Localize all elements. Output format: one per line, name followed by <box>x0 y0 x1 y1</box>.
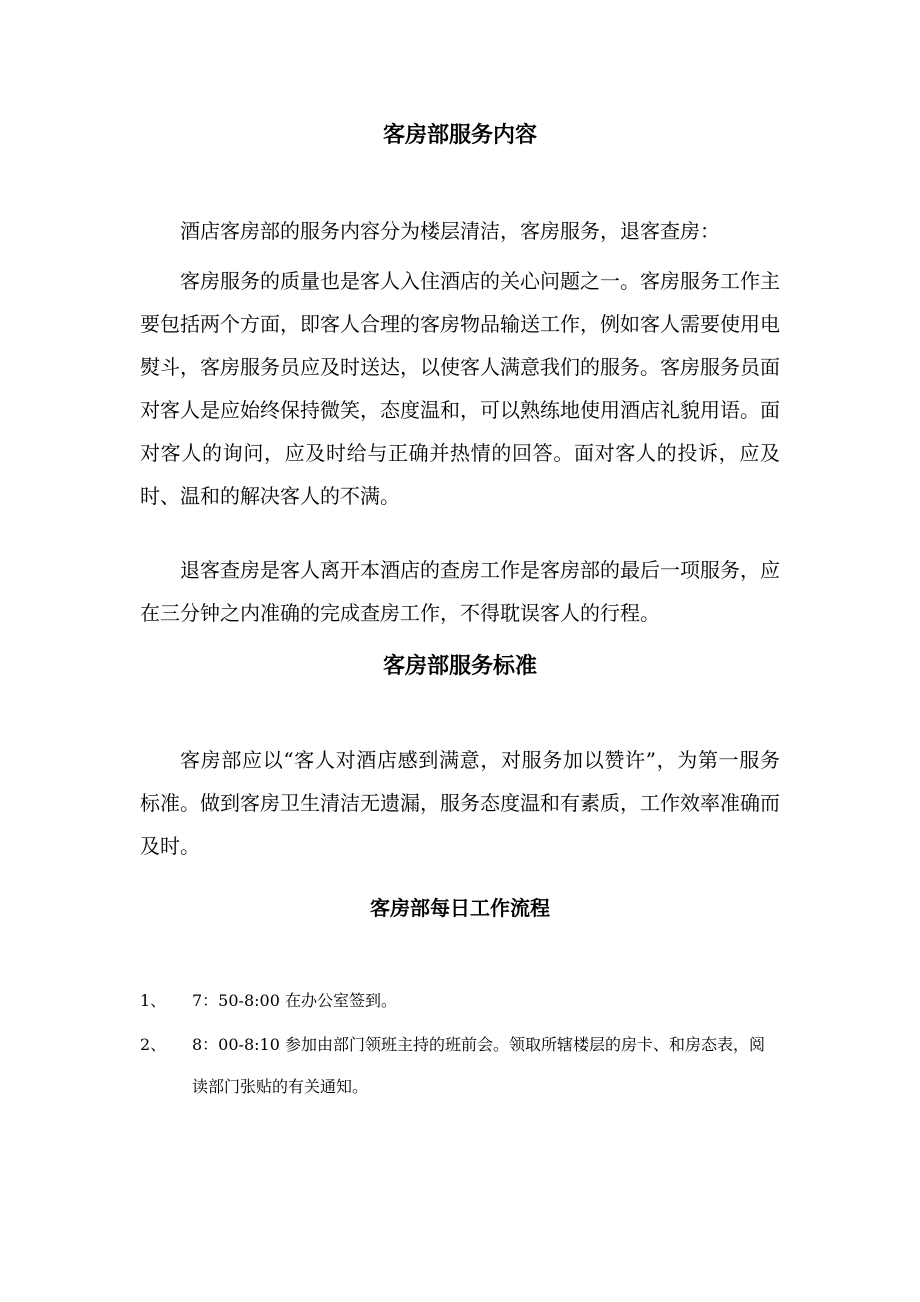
paragraph-service-overview: 酒店客房部的服务内容分为楼层清洁，客房服务，退客查房： <box>180 219 720 243</box>
section-title-service-content: 客房部服务内容 <box>382 123 537 148</box>
list-item-number: 2、 <box>140 1035 167 1054</box>
section-title-service-standard: 客房部服务标准 <box>382 654 537 679</box>
list-item <box>140 980 780 1022</box>
list-item-text: 8：00-8:10 参加由部门领班主持的班前会。领取所辖楼层的房卡、和房态表，阅读部门张贴的有关通知。 <box>192 1035 765 1096</box>
list-item-number: 1、 <box>140 991 167 1010</box>
paragraph-service-standard: 客房部应以“客人对酒店感到满意，对服务加以赞许”，为第一服务标准。做到客房卫生清洁无遗漏，服务态度温和有素质，工作效率准确而及时。 <box>140 748 780 858</box>
list-item <box>140 1024 780 1108</box>
paragraph-room-service: 客房服务的质量也是客人入住酒店的关心问题之一。客房服务工作主要包括两个方面，即客人合理的客房物品输送工作，例如客人需要使用电熨斗，客房服务员应及时送达，以使客人满意我们的服务。客房服务员面对客人是应始终保持微笑，态度温和，可以熟练地使用酒店礼貌用语。面对客人的询问，应及时给与正确并热情的回答。面对客人的投诉，应及时、温和的解决客人的不满。 <box>140 269 780 508</box>
list-item-text: 7：50-8:00 在办公室签到。 <box>192 991 397 1010</box>
paragraph-checkout-inspection: 退客查房是客人离开本酒店的查房工作是客房部的最后一项服务，应在三分钟之内准确的完成查房工作，不得耽误客人的行程。 <box>140 558 780 625</box>
section-title-daily-workflow: 客房部每日工作流程 <box>370 896 550 920</box>
